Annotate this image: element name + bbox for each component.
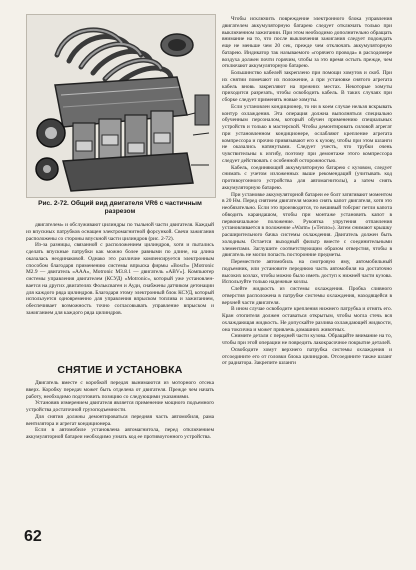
- engine-cutaway-image: [27, 15, 215, 197]
- paragraph: Кабель, соединяющий аккумуляторную батарею с кузовом, следует снимать с учетом изложенных выше рекомендаций (учитывать код противоугонного устройства для автомагнитолы), а затем снять аккумуляторную батарею.: [222, 164, 392, 191]
- paragraph: Переместите автомобиль на смотровую яму, автомобильный подъемник, или установите переднюю часть автомобиля на достаточно высоких козлах, чтобы можно было иметь доступ к нижней части кузова. Используйте только надежные козлы.: [222, 259, 392, 286]
- section-body: [26, 380, 214, 441]
- paragraph: Если установлен кондиционер, то ни в коем случае нельзя вскрывать контур охлаждения. Эта операция должна выполняться специально обученным персоналом, который обучен применению специальных устройств и только в мастерской. Чтобы демонтировать силовой агрегат при установленном кондиционере, ослабляют крепление агрегата компрессора и прочно привязывают его к кузову, чтобы при этом шланги не оказались натянутыми. Следует учесть, что трубки очень чувствительны к изгибу, поэтому при демонтаже этого компрессора следует действовать с особенной осторожностью.: [222, 103, 392, 164]
- figure-caption: Рис. 2-72. Общий вид двигателя VR6 с частичным разрезом: [38, 200, 202, 215]
- paragraph: Из-за разницы, связанной с расположением цилиндров, хотя и пытались сделать впускные патрубки как можно более равными по длине, на длина оказалась неодинаковой. Однако это различие компенсируется электронным способом благодаря применению системы впрыска фирмы «Bosch» [Motronic M2.9 — двигатель «AAA», Motronic M3.8.1 — двигатель «ABV»]. Компьютер системы управления двигателем (КСУД) «Motronic», который уже установлен-вается на других двигателях Фольксваген и Ауди, снабжены датчиком детонации для каждого ряда цилиндров. Благодаря этому электронный блок КСУД, который используется одновременно для управления впрыском топлива и зажиганием, обеспечивает возможность точно согласовывать управление впрыском и зажиганием для каждого ряда цилиндров.: [26, 242, 214, 316]
- section-heading: СНЯТИЕ И УСТАНОВКА: [57, 364, 183, 376]
- paragraph: Снимите детали с передней части кузова. Обращайте внимание на то, чтобы при этой операции не повредить лакокрасочное покрытие деталей.: [222, 333, 392, 346]
- paragraph: В ином случае освободите крепления нижнего патрубка и отнять его. Кран отопителя должен оставаться открытым, чтобы могла стечь вся охлаждающая жидкость. Не допускайте разлива охлаждающей жидкости, она токсична и может привлечь домашних животных.: [222, 306, 392, 333]
- page-number: 62: [24, 528, 42, 545]
- right-column: [222, 16, 392, 367]
- paragraph: Двигатель вместе с коробкой передач вынимаются из моторного отсека вверх. Коробку передач может быть отделена от двигателя. Прежде чем начать работу, необходимо подготовить позицию со следующими указаниями.: [26, 380, 214, 400]
- paragraph: Большинство кабелей закреплено при помощи хомутов и скоб. При их снятии помечают их положение, а при установке снятого агрегата кабель вновь закрепляют на прежних местах. Некоторые хомуты приходится разрезать, чтобы освободить кабель. В таких случаях при сборке следует применять новые хомуты.: [222, 70, 392, 103]
- paragraph: двигателем» и обслуживают цилиндры по тыльной части двигателя. Каждый из впускных патрубков оснащен электромагнитной форсункой. Свечи зажигания расположены со стороны впускной части цилиндров (рис. 2-72).: [26, 222, 214, 242]
- paragraph: При установке аккумуляторной батареи ее болт затягивают моментом в 20 Нм. Перед снятием двигателя можно снять капот двигателя, хотя это необязательно. Если это производится, то вешивый тобсриг петли капота обводить карандашом, чтобы при монтаже установить капот в первоначальное положение. Рукоятка упругения отпанления установливается в положение «Warm» («Тепло»). Затем снимают крышку расширительного бачка системы охлаждения. Двигатель должен быть холодным. Остается выходный фильтр вместе с соединительными элементами. Заглушите соответствующим образом отверстия, чтобы в двигатель не могли попасть посторонние предметы.: [222, 191, 392, 259]
- left-column: [26, 222, 214, 317]
- paragraph: Освободите хомут верхнего патрубка системы охлаждения и отсоедините его от головки блока цилиндров. Отсоедините также шланг от радиатора. Закрепите шланги: [222, 346, 392, 367]
- engine-figure: [26, 14, 216, 198]
- paragraph: Если в автомобиле установлена автомагнитола, перед отключением аккумуляторной батареи необходимо узнать код ее противоугонного устройства.: [26, 427, 214, 440]
- paragraph: Установив измерением двигателя является применение мощного подъемного устройства достаточной грузоподъемности.: [26, 400, 214, 413]
- paragraph: Для снятия должны демонтироваться передняя часть автомобиля, рама вентилятора и агрегат кондиционера.: [26, 413, 214, 427]
- paragraph: Слейте жидкость из системы охлаждения. Пробка сливного отверстия расположена в патрубке системы охлаждения, находящейся в верхней части двигателя.: [222, 286, 392, 306]
- paragraph: Чтобы исключить повреждение электронного блока управления двигателем аккумуляторную батарею следует отключать только при выключенном зажигании. При этом необходимо дополнительно обращать внимание на то, что после выключения зажигания следует подождать еще не меньше чем 20 сек, прежде чем отключать аккумуляторную батарею. Индикатор так называемого «горячего провода» в расходомере воздуха должен почти горячим, чтобы за это время остыть прежде, чем отключают аккумуляторную батарею.: [222, 16, 392, 70]
